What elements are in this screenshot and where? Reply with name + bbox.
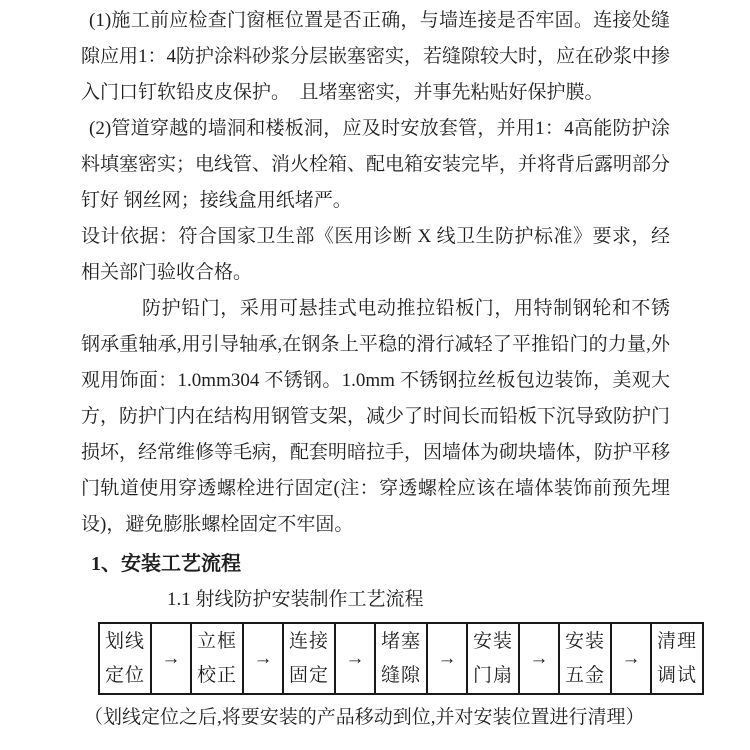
flow-step-hardware-installation [559, 623, 611, 694]
flow-table-caption: （划线定位之后,将要安装的产品移动到位,并对安装位置进行清理） [84, 707, 645, 728]
flow-step-label: 清理 [656, 630, 697, 652]
paragraph-design-basis: 设计依据：符合国家卫生部《医用诊断 X 线卫生防护标准》要求，经相关部门验收合格。 [81, 226, 670, 283]
flow-step-label: 立框 [196, 630, 237, 652]
flow-arrow-icon: → [519, 623, 559, 694]
flow-arrow-icon: → [151, 623, 191, 694]
flow-step-label: 调试 [656, 664, 697, 686]
paragraph-protective-lead-door: 防护铅门，采用可悬挂式电动推拉铅板门，用特制钢轮和不锈钢承重轴承,用引导轴承,在钢条上平稳的滑行减轻了平推铅门的力量,外观用饰面：1.0mm304 不锈钢。1.0mm 不锈钢拉丝板包边装饰，美观大方，防护门内在结构用钢管支架，减少了时间长而铅板下沉导致防护门损坏，经常维修等毛病，配套明暗拉手，因墙体为砌块墙体，防护平移门轨道使用穿透螺栓进行固定(注：穿透螺栓应该在墙体装饰前预先埋设)，避免膨胀螺栓固定不牢固。 [81, 298, 671, 535]
flow-step-label: 缝隙 [380, 664, 421, 686]
flow-arrow-icon: → [335, 623, 375, 694]
flow-step-label: 门扇 [472, 664, 513, 686]
process-flow-row [99, 623, 703, 694]
flow-step-marking-positioning [99, 623, 151, 694]
flow-step-frame-erection-correction [191, 623, 243, 694]
flow-step-label: 安装 [564, 630, 605, 652]
paragraph-pre-construction-check: (1)施工前应检查门窗框位置是否正确，与墙连接是否牢固。连接处缝隙应用1：4防护涂料砂浆分层嵌塞密实，若缝隙较大时，应在砂浆中掺入门口钉软铅皮皮保护。 且堵塞密实，并事先粘贴好保护膜。 [81, 10, 671, 103]
flow-step-label: 五金 [564, 664, 605, 686]
flow-step-cleanup-commissioning [651, 623, 703, 694]
flow-step-label: 安装 [472, 630, 513, 652]
flow-step-label: 定位 [104, 664, 145, 686]
paragraph-pipe-wall-openings: (2)管道穿越的墙洞和楼板洞，应及时安放套管，并用1：4高能防护涂料填塞密实；电线管、消火栓箱、配电箱安装完毕，并将背后露明部分钉好 钢丝网；接线盒用纸堵严。 [81, 118, 671, 211]
flow-step-label: 划线 [104, 630, 145, 652]
flow-step-door-leaf-installation [467, 623, 519, 694]
section-heading-installation-process: 1、安装工艺流程 [91, 553, 241, 575]
process-flow-table [98, 622, 704, 695]
flow-step-label: 堵塞 [380, 630, 421, 652]
flow-step-connection-fixing [283, 623, 335, 694]
flow-step-label: 连接 [288, 630, 329, 652]
flow-step-label: 固定 [288, 664, 329, 686]
flow-arrow-icon: → [611, 623, 651, 694]
flow-step-label: 校正 [196, 664, 237, 686]
flow-arrow-icon: → [243, 623, 283, 694]
flow-arrow-icon: → [427, 623, 467, 694]
flow-step-gap-sealing [375, 623, 427, 694]
subsection-heading-radiation-protection-flow: 1.1 射线防护安装制作工艺流程 [167, 589, 424, 610]
